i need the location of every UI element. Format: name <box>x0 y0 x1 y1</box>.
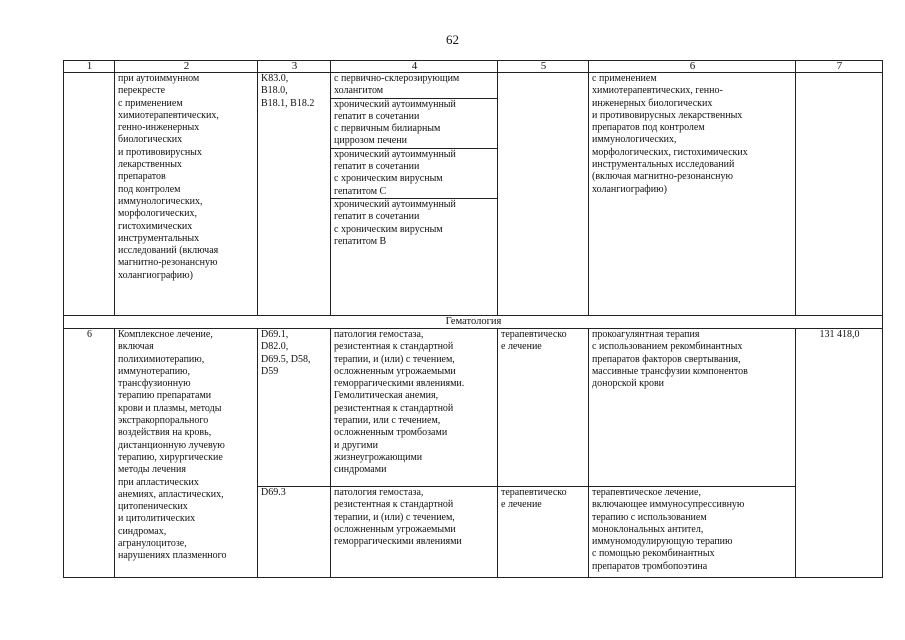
row-number-cell: 6 <box>64 329 115 578</box>
treatment-type-cell: терапевтическо е лечение <box>498 329 589 487</box>
cost-cell: 131 418,0 <box>796 329 883 578</box>
column-number: 6 <box>589 61 796 73</box>
diagnosis-entry: с первично-склерозирующим холангитом <box>334 73 460 97</box>
diagnosis-cell: патология гемостаза, резистентная к стандартной терапии, и (или) с течением, осложненным угрожаемыми геморрагическими явлениями <box>331 487 498 578</box>
column-number: 4 <box>331 61 498 73</box>
treatment-type-cell: терапевтическо е лечение <box>498 487 589 578</box>
section-row <box>64 316 883 329</box>
medical-care-table <box>63 60 883 578</box>
treatment-method-cell: с применением химиотерапевтических, генно- инженерных биологических и противовирусных лекарственных препаратов под контролем иммунологических, морфологических, гистохимических инструментальных исследований (включая магнитно-резонансную холангиографию) <box>589 73 796 316</box>
method-cell: при аутоиммунном перекресте с применением химиотерапевтических, генно-инженерных биологических и противовирусных лекарственных препаратов под контролем иммунологических, морфологических, гистохимических инструментальных исследований (включая магнитно-резонансную холангиографию) <box>115 73 258 316</box>
section-title: Гематология <box>64 316 883 329</box>
table-row-continuation <box>64 73 883 316</box>
table-row <box>64 329 883 487</box>
column-number: 7 <box>796 61 883 73</box>
diagnosis-entry: хронический аутоиммунный гепатит в сочетании с хроническим вирусным гепатитом С <box>331 148 497 198</box>
method-cell: Комплексное лечение, включая полихимиотерапию, иммунотерапию, трансфузионную терапию препаратами крови и плазмы, методы экстракорпорального воздействия на кровь, дистанционную лучевую терапию, хирургические методы лечения при апластических анемиях, апластических, цитопенических и цитолитических синдромах, агранулоцитозе, нарушениях плазменного <box>115 329 258 578</box>
column-number: 5 <box>498 61 589 73</box>
icd-codes-cell: K83.0, B18.0, B18.1, B18.2 <box>258 73 331 316</box>
cost-cell <box>796 73 883 316</box>
diagnosis-entry: хронический аутоиммунный гепатит в сочетании с первичным билиарным циррозом печени <box>331 98 497 148</box>
diagnosis-cell <box>331 73 498 316</box>
treatment-method-cell: терапевтическое лечение, включающее иммуносупрессивную терапию с использованием моноклональных антител, иммуномодулирующую терапию с помощью рекомбинантных препаратов тромбопоэтина <box>589 487 796 578</box>
column-number: 3 <box>258 61 331 73</box>
diagnosis-entry: хронический аутоиммунный гепатит в сочетании с хроническим вирусным гепатитом В <box>331 198 497 248</box>
diagnosis-cell: патология гемостаза, резистентная к стандартной терапии, и (или) с течением, осложненным угрожаемыми геморрагическими явлениями. Гемолитическая анемия, резистентная к стандартной терапии, или с течением, осложненным тромбозами и другими жизнеугрожающими синдромами <box>331 329 498 487</box>
page-number: 62 <box>446 32 459 47</box>
row-number-cell <box>64 73 115 316</box>
column-number: 2 <box>115 61 258 73</box>
treatment-type-cell <box>498 73 589 316</box>
icd-codes-cell: D69.1, D82.0, D69.5, D58, D59 <box>258 329 331 487</box>
treatment-method-cell: прокоагулянтная терапия с использованием рекомбинантных препаратов факторов свертывания, массивные трансфузии компонентов донорской крови <box>589 329 796 487</box>
icd-codes-cell: D69.3 <box>258 487 331 578</box>
column-number: 1 <box>64 61 115 73</box>
column-number-row <box>64 61 883 73</box>
